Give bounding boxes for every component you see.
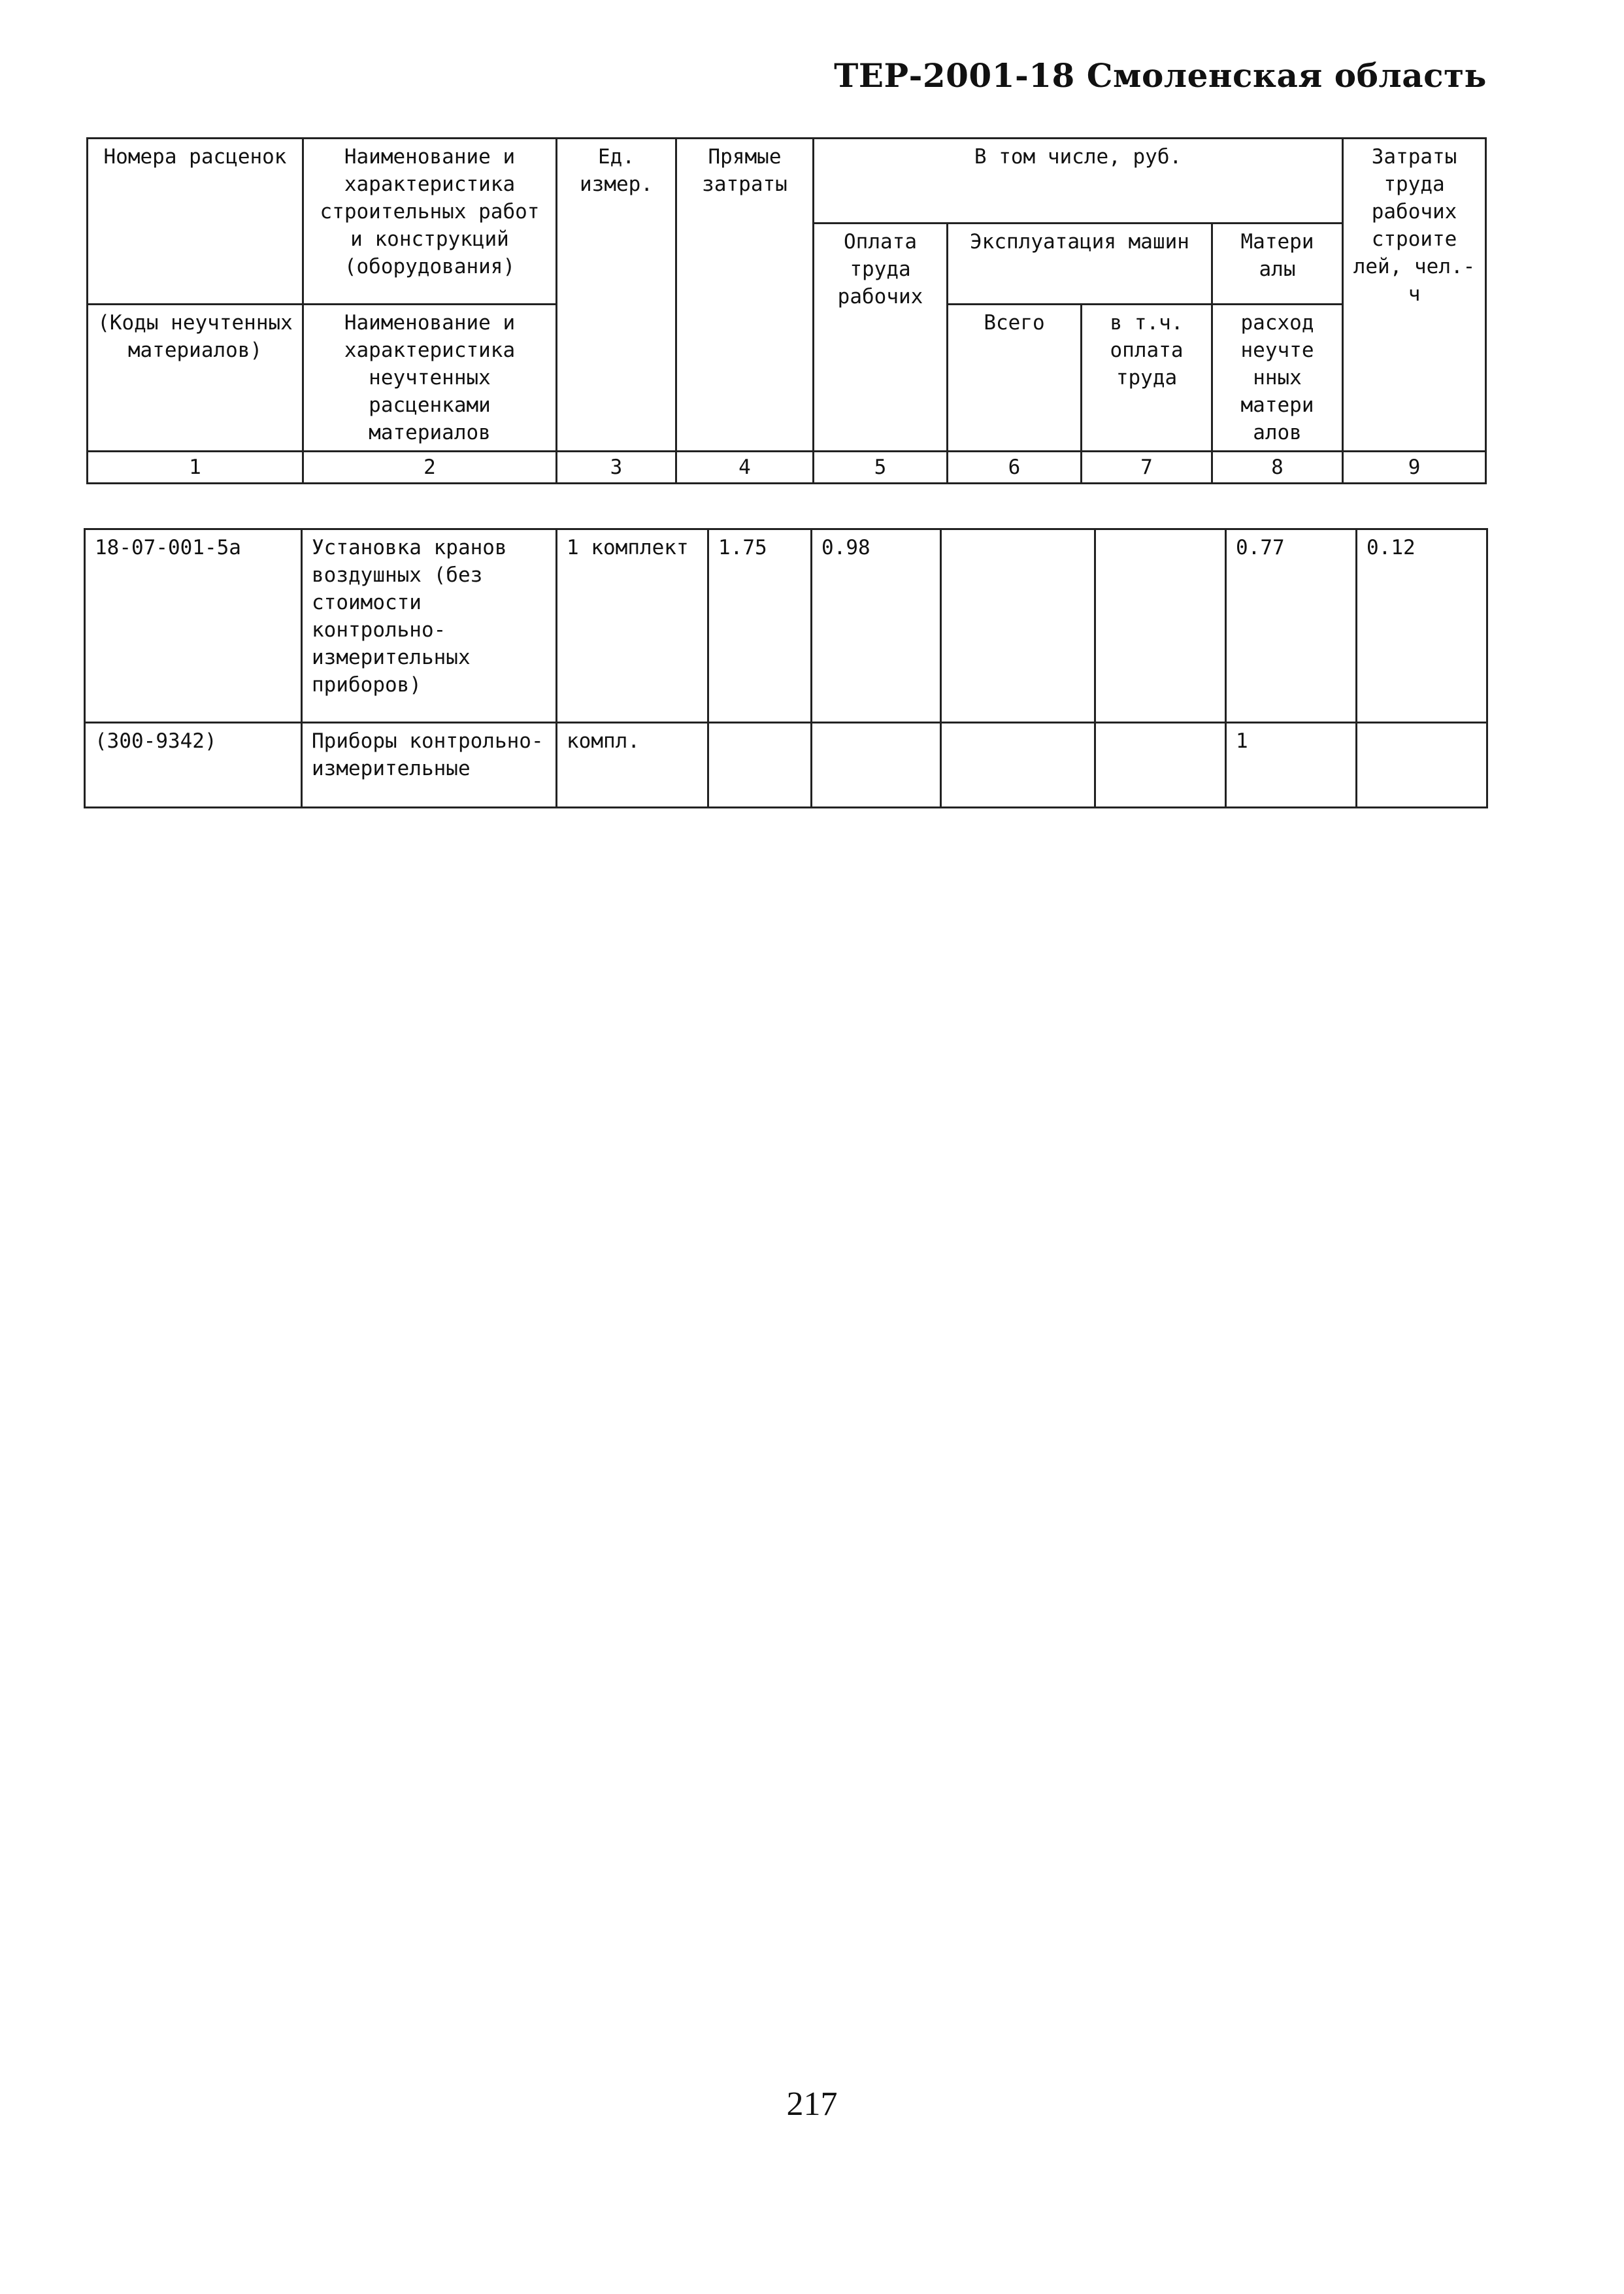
material-consumption: 1 bbox=[1226, 723, 1357, 808]
header-unit: Ед. измер. bbox=[557, 139, 676, 452]
header-including-group: В том числе, руб. bbox=[814, 139, 1343, 224]
materials: 0.77 bbox=[1226, 529, 1357, 723]
labor-hours bbox=[1357, 723, 1487, 808]
machines-total bbox=[941, 723, 1095, 808]
work-name: Установка кранов воздушных (без стоимости контрольно-измерительных приборов) bbox=[302, 529, 557, 723]
unit: 1 комплект bbox=[557, 529, 708, 723]
header-material-name: Наименование и характеристика неучтенных расценками материалов bbox=[303, 305, 557, 452]
rate-code: 18-07-001-5а bbox=[85, 529, 302, 723]
worker-pay bbox=[812, 723, 941, 808]
column-number: 8 bbox=[1212, 452, 1343, 484]
unit: компл. bbox=[557, 723, 708, 808]
header-direct-costs: Прямые затраты bbox=[676, 139, 814, 452]
column-number: 2 bbox=[303, 452, 557, 484]
direct-costs bbox=[708, 723, 812, 808]
header-labor-hours: Затраты труда рабочих строите лей, чел.-ч bbox=[1343, 139, 1486, 452]
header-work-name: Наименование и характеристика строительных работ и конструкций (оборудования) bbox=[303, 139, 557, 305]
machines-labor bbox=[1095, 723, 1226, 808]
header-machines-total: Всего bbox=[948, 305, 1082, 452]
worker-pay: 0.98 bbox=[812, 529, 941, 723]
page-number: 217 bbox=[786, 2086, 838, 2123]
column-number: 4 bbox=[676, 452, 814, 484]
rates-table bbox=[84, 528, 1488, 808]
column-number: 5 bbox=[814, 452, 948, 484]
column-number: 7 bbox=[1082, 452, 1212, 484]
header-materials: Матери алы bbox=[1212, 224, 1343, 305]
header-material-codes: (Коды неучтенных материалов) bbox=[88, 305, 303, 452]
column-number: 1 bbox=[88, 452, 303, 484]
header-rate-numbers: Номера расценок bbox=[88, 139, 303, 305]
header-table bbox=[86, 137, 1487, 484]
table-row bbox=[85, 529, 1487, 723]
material-code: (300-9342) bbox=[85, 723, 302, 808]
header-machines-labor: в т.ч. оплата труда bbox=[1082, 305, 1212, 452]
column-number: 9 bbox=[1343, 452, 1486, 484]
direct-costs: 1.75 bbox=[708, 529, 812, 723]
labor-hours: 0.12 bbox=[1357, 529, 1487, 723]
machines-total bbox=[941, 529, 1095, 723]
header-machine-operation: Эксплуатация машин bbox=[948, 224, 1212, 305]
page-title: ТЕР-2001-18 Смоленская область bbox=[834, 56, 1487, 95]
material-name: Приборы контрольно-измерительные bbox=[302, 723, 557, 808]
column-number: 6 bbox=[948, 452, 1082, 484]
column-number: 3 bbox=[557, 452, 676, 484]
header-material-consumption: расход неучте нных матери алов bbox=[1212, 305, 1343, 452]
table-row bbox=[85, 723, 1487, 808]
machines-labor bbox=[1095, 529, 1226, 723]
header-worker-pay: Оплата труда рабочих bbox=[814, 224, 948, 452]
